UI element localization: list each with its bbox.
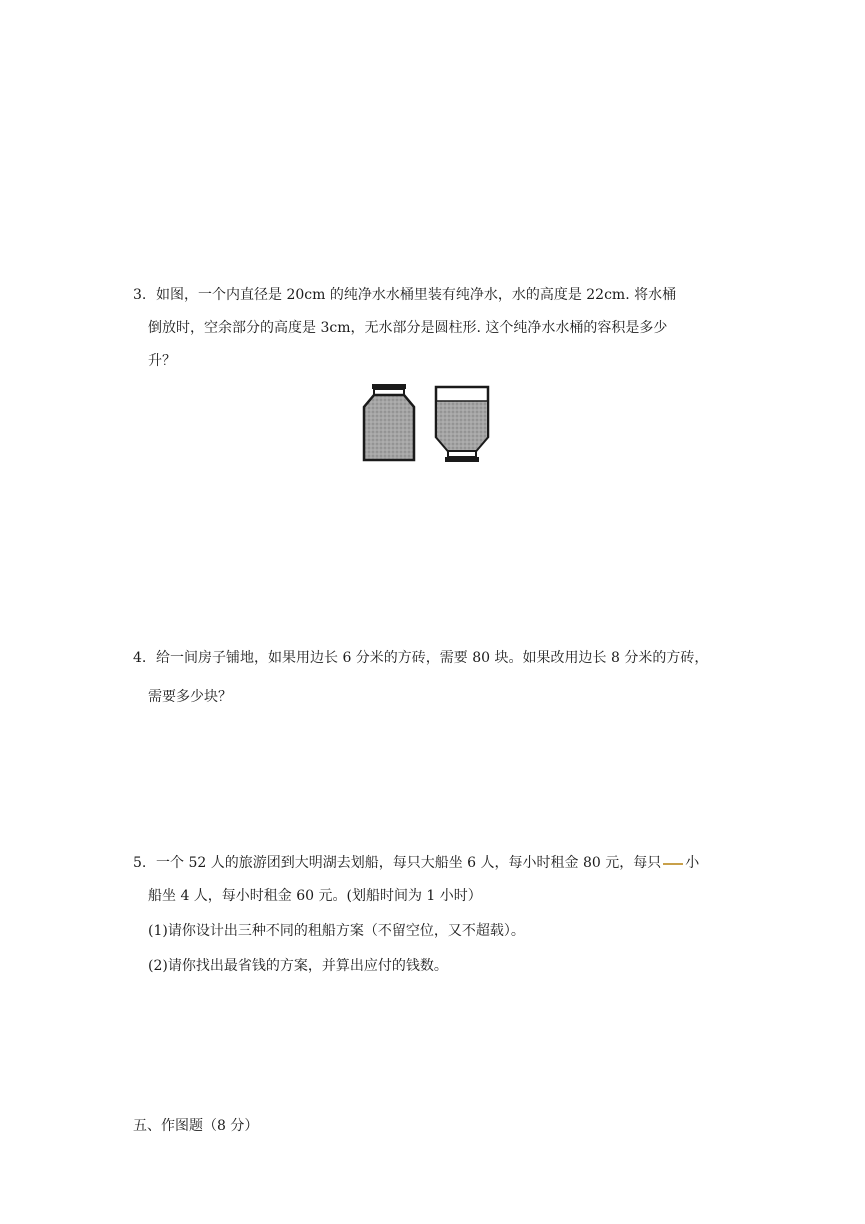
water-bucket-figure [360, 383, 492, 465]
inverted-bucket [436, 387, 488, 462]
answer-blank [663, 862, 683, 865]
question-5-line-1-end: 小 [685, 855, 700, 871]
question-5-line-1-text: 一个 52 人的旅游团到大明湖去划船，每只大船坐 6 人，每小时租金 80 元，每只 [156, 855, 662, 871]
question-4-line-2: 需要多少块？ [148, 689, 232, 705]
question-4-line-1: 给一间房子铺地，如果用边长 6 分米的方砖，需要 80 块。如果改用边长 8 分米的方砖， [156, 650, 709, 666]
upright-bucket [364, 384, 414, 460]
question-3-number: 3. [133, 287, 147, 303]
question-5-line-1 [156, 853, 699, 873]
question-5-number: 5. [133, 855, 147, 871]
question-3-line-2: 倒放时，空余部分的高度是 3cm，无水部分是圆柱形. 这个纯净水水桶的容积是多少 [148, 320, 668, 336]
question-5-sub-2: (2)请你找出最省钱的方案，并算出应付的钱数。 [148, 958, 448, 974]
question-5-line-2: 船坐 4 人，每小时租金 60 元。(划船时间为 1 小时） [148, 888, 482, 904]
section-5-heading: 五、作图题（8 分） [133, 1118, 259, 1134]
question-5-sub-1: (1)请你设计出三种不同的租船方案（不留空位，又不超载）。 [148, 923, 525, 939]
question-3-line-3: 升？ [148, 353, 176, 369]
question-4-number: 4. [133, 650, 147, 666]
question-3-line-1: 如图，一个内直径是 20cm 的纯净水水桶里装有纯净水，水的高度是 22cm. 将水桶 [156, 287, 677, 303]
